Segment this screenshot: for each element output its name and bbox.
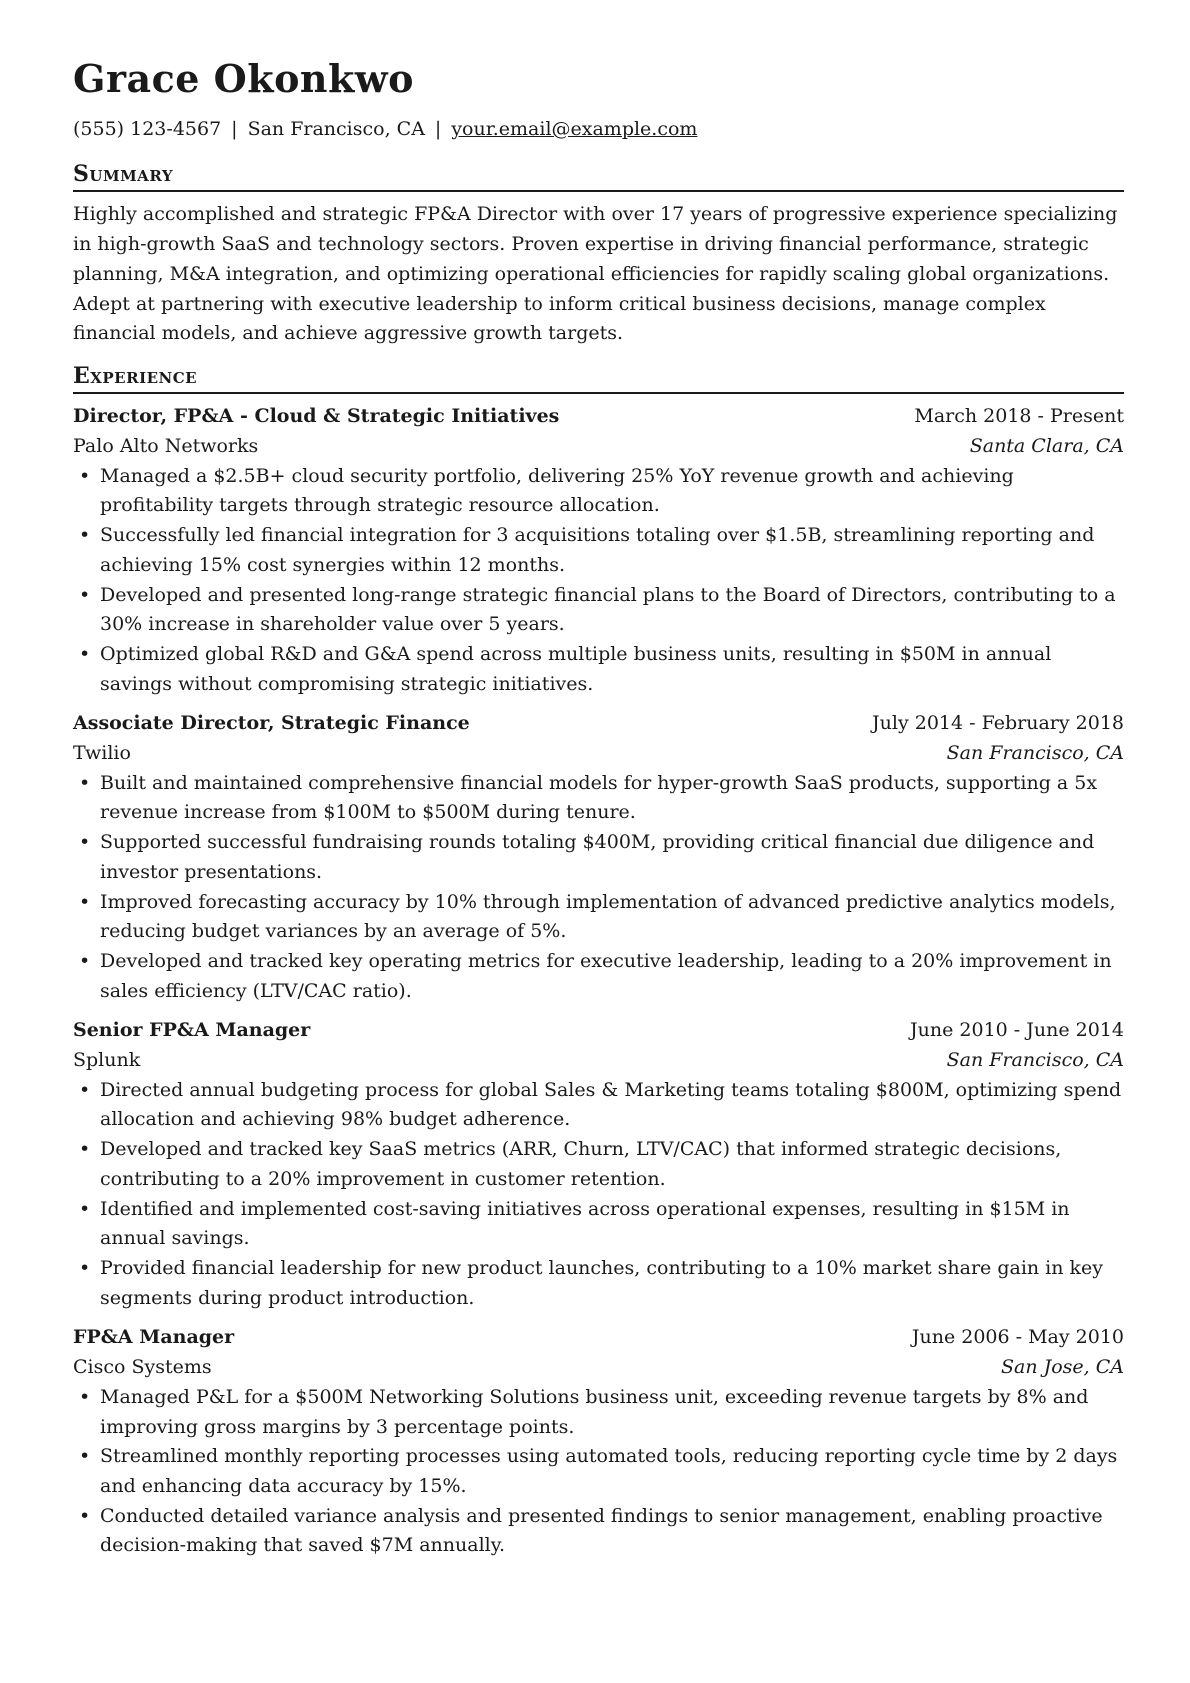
job-company-row	[73, 1046, 1124, 1076]
summary-heading: Summary	[73, 161, 174, 187]
job-dates: July 2014 - February 2018	[872, 712, 1124, 735]
contact-location: San Francisco, CA	[247, 118, 425, 140]
job-location: San Francisco, CA	[946, 1049, 1124, 1072]
job-header-row	[73, 1016, 1124, 1046]
job-bullet: • Successfully led financial integration for 3 acquisitions totaling over $1.5B, streamlining reporting and achieving 15% cost synergies within 12 months.	[73, 521, 1124, 580]
job-location: San Francisco, CA	[946, 742, 1124, 765]
job-bullet: • Supported successful fundraising rounds totaling $400M, providing critical financial due diligence and investor presentations.	[73, 828, 1124, 887]
job-dates: June 2006 - May 2010	[911, 1326, 1124, 1349]
job-bullet: • Improved forecasting accuracy by 10% through implementation of advanced predictive analytics models, reducing budget variances by an average of 5%.	[73, 888, 1124, 947]
job-entry	[73, 709, 1124, 1006]
job-bullet: • Built and maintained comprehensive financial models for hyper-growth SaaS products, supporting a 5x revenue increase from $100M to $500M during tenure.	[73, 769, 1124, 828]
company-name: Cisco Systems	[73, 1356, 212, 1379]
job-dates: March 2018 - Present	[914, 405, 1124, 428]
job-company-row	[73, 1353, 1124, 1383]
job-bullet-list	[73, 462, 1124, 700]
job-company-row	[73, 739, 1124, 769]
job-bullet: • Directed annual budgeting process for global Sales & Marketing teams totaling $800M, optimizing spend allocation and achieving 98% budget adherence.	[73, 1076, 1124, 1135]
job-bullet-list	[73, 1383, 1124, 1561]
job-entry	[73, 402, 1124, 699]
job-bullet: • Optimized global R&D and G&A spend across multiple business units, resulting in $50M in annual savings without compromising strategic initiatives.	[73, 640, 1124, 699]
section-divider	[73, 190, 1124, 192]
phone-number: (555) 123-4567	[73, 118, 222, 140]
job-bullet: • Conducted detailed variance analysis and presented findings to senior management, enabling proactive decision-making that saved $7M annually.	[73, 1502, 1124, 1561]
summary-text: Highly accomplished and strategic FP&A Director with over 17 years of progressive experience specializing in high-growth SaaS and technology sectors. Proven expertise in driving financial performance, strategic planning, M&A integration, and optimizing operational efficiencies for rapidly scaling global organizations. Adept at partnering with executive leadership to inform critical business decisions, manage complex financial models, and achieve aggressive growth targets.	[73, 203, 1118, 345]
job-bullet: • Identified and implemented cost-saving initiatives across operational expenses, resulting in $15M in annual savings.	[73, 1195, 1124, 1254]
candidate-name: Grace Okonkwo	[73, 56, 414, 101]
job-entry	[73, 1323, 1124, 1561]
contact-separator: |	[231, 118, 238, 140]
job-location: San Jose, CA	[1000, 1356, 1124, 1379]
company-name: Twilio	[73, 742, 131, 765]
job-bullet: • Provided financial leadership for new product launches, contributing to a 10% market share gain in key segments during product introduction.	[73, 1254, 1124, 1313]
job-bullet: • Streamlined monthly reporting processes using automated tools, reducing reporting cycle time by 2 days and enhancing data accuracy by 15%.	[73, 1442, 1124, 1501]
job-header-row	[73, 402, 1124, 432]
company-name: Palo Alto Networks	[73, 435, 259, 457]
job-title: Director, FP&A - Cloud & Strategic Initiatives	[73, 405, 560, 428]
job-bullet: • Developed and tracked key SaaS metrics (ARR, Churn, LTV/CAC) that informed strategic decisions, contributing to a 20% improvement in customer retention.	[73, 1135, 1124, 1194]
section-divider	[73, 392, 1124, 394]
resume-content	[73, 56, 1124, 1571]
experience-list	[73, 402, 1124, 1561]
job-bullet: • Developed and presented long-range strategic financial plans to the Board of Directors, contributing to a 30% increase in shareholder value over 5 years.	[73, 581, 1124, 640]
job-title: Associate Director, Strategic Finance	[73, 712, 470, 735]
job-title: Senior FP&A Manager	[73, 1019, 311, 1042]
job-header-row	[73, 1323, 1124, 1353]
job-bullet: • Managed P&L for a $500M Networking Solutions business unit, exceeding revenue targets by 8% and improving gross margins by 3 percentage points.	[73, 1383, 1124, 1442]
email-link[interactable]: your.email@example.com	[451, 118, 698, 140]
job-bullet-list	[73, 769, 1124, 1007]
job-header-row	[73, 709, 1124, 739]
job-bullet: • Developed and tracked key operating metrics for executive leadership, leading to a 20% improvement in sales efficiency (LTV/CAC ratio).	[73, 947, 1124, 1006]
contact-separator: |	[434, 118, 442, 140]
job-location: Santa Clara, CA	[969, 435, 1124, 457]
job-bullet: • Managed a $2.5B+ cloud security portfolio, delivering 25% YoY revenue growth and achieving profitability targets through strategic resource allocation.	[73, 462, 1124, 521]
company-name: Splunk	[73, 1049, 141, 1072]
job-bullet-list	[73, 1076, 1124, 1314]
job-dates: June 2010 - June 2014	[910, 1019, 1124, 1042]
job-entry	[73, 1016, 1124, 1313]
contact-line	[73, 118, 1124, 147]
job-title: FP&A Manager	[73, 1326, 235, 1349]
job-company-row	[73, 432, 1124, 462]
experience-heading: Experience	[73, 362, 198, 389]
